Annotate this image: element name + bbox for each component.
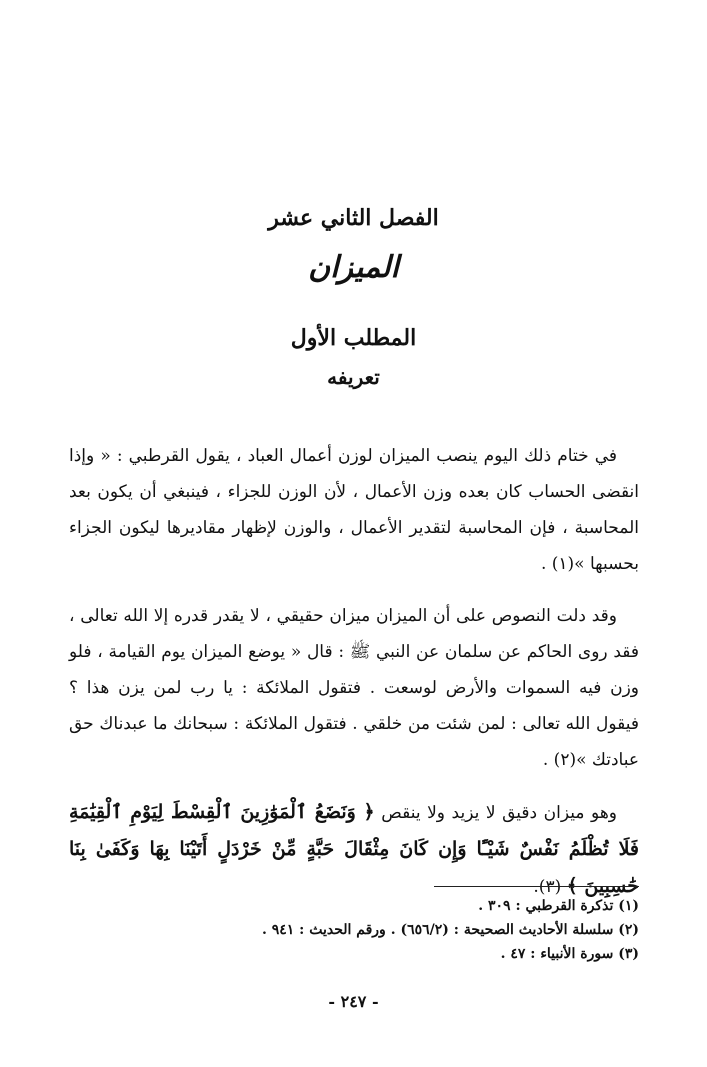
- paragraph-3: [69, 794, 639, 905]
- paragraph-1: في ختام ذلك اليوم ينصب الميزان لوزن أعمال العباد ، يقول القرطبي : « وإذا انقضى الحساب كان بعده وزن الأعمال ، لأن الوزن للجزاء ، فينبغي أن يكون بعد المحاسبة ، فإن المحاسبة لتقدير الأعمال ، والوزن لإظهار مقاديرها ليكون الجزاء بحسبها »(١) .: [69, 446, 639, 574]
- page-number: - ٢٤٧ -: [328, 992, 379, 1011]
- section-title: المطلب الأول: [290, 325, 417, 351]
- footnote-divider: [434, 886, 639, 887]
- verse-footnote-ref: (٣).: [533, 877, 562, 897]
- paragraph-2: وقد دلت النصوص على أن الميزان ميزان حقيقي ، لا يقدر قدره إلا الله تعالى ، فقد روى الحاكم عن سلمان عن النبي ﷺ : قال « يوضع الميزان يوم القيامة ، فلو وزن فيه السموات والأرض لوسعت . فتقول الملائكة : يا رب لمن يزن هذا ؟ فيقول الله تعالى : لمن شئت من خلقي . فتقول الملائكة : سبحانك ما عبدناك حق عبادتك »(٢) .: [69, 606, 639, 770]
- quran-verse: ﴿ وَنَضَعُ ٱلْمَوَٰزِينَ ٱلْقِسْطَ لِيَوْمِ ٱلْقِيَٰمَةِ فَلَا تُظْلَمُ نَفْسٌ شَيْـًٔا وَإِن كَانَ مِثْقَالَ حَبَّةٍ مِّنْ خَرْدَلٍ أَتَيْنَا بِهَا وَكَفَىٰ بِنَا حَٰسِبِينَ ﴾: [69, 801, 639, 897]
- footnote-1: (١) تذكرة القرطبي : ٣٠٩ .: [478, 898, 639, 914]
- footnote-2: (٢) سلسلة الأحاديث الصحيحة : (٦٥٦/٢) . ورقم الحديث : ٩٤١ .: [262, 922, 639, 938]
- footnote-3: (٣) سورة الأنبياء : ٤٧ .: [500, 946, 639, 962]
- footnotes: [69, 894, 639, 966]
- section-subtitle: تعريفه: [327, 365, 380, 389]
- chapter-subtitle: الميزان: [308, 250, 399, 285]
- chapter-title: الفصل الثاني عشر: [268, 205, 439, 231]
- paragraph-3-lead: وهو ميزان دقيق لا يزيد ولا ينقص: [381, 803, 618, 823]
- body-text: [69, 438, 639, 905]
